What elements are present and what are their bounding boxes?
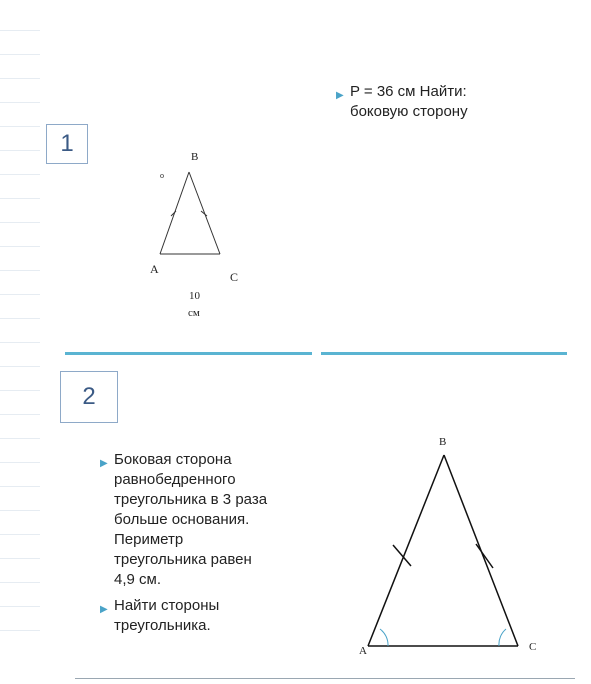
task2-label-a: A (359, 645, 367, 657)
task2-line: равнобедренного (114, 471, 236, 488)
bullet-icon: ▶ (100, 604, 108, 615)
task1-label-b: B (191, 151, 199, 163)
task2-line: треугольника. (114, 617, 211, 634)
task2-line: 4,9 см. (114, 571, 161, 588)
task2-bullet1 (100, 450, 330, 590)
task1-label-a: A (150, 262, 159, 276)
task1-corner-mark: о (160, 171, 164, 180)
task2-triangle-figure (355, 430, 555, 665)
task1-base-unit: см (188, 307, 200, 319)
task2-line: Периметр (114, 531, 184, 548)
task2-line: Найти стороны (114, 597, 220, 614)
task2-bullets (100, 450, 330, 636)
task1-number: 1 (60, 130, 74, 157)
task1-text-line1: P = 36 см Найти: (350, 83, 467, 100)
task2-line: треугольника в 3 раза (114, 491, 268, 508)
left-gridlines (0, 30, 40, 684)
task2-number-box (60, 371, 118, 423)
task2-line: Боковая сторона (114, 451, 232, 468)
task2-line: больше основания. (114, 511, 250, 528)
task1-base-length: 10 (189, 290, 200, 302)
task1-text-line2: боковую сторону (350, 103, 468, 120)
task1-label-c: C (230, 270, 239, 284)
task1-triangle-figure (140, 140, 260, 330)
task2-bullet2 (100, 596, 330, 636)
bottom-divider (75, 678, 575, 679)
task2-label-c: C (529, 641, 537, 653)
task2-label-b: B (439, 436, 447, 448)
task1-number-box (46, 124, 88, 164)
bullet-icon: ▶ (100, 458, 108, 469)
separator-right (321, 352, 567, 355)
separator-left (65, 352, 312, 355)
bullet-icon: ▶ (336, 90, 344, 101)
task2-number: 2 (82, 383, 96, 410)
task1-bullet (336, 82, 468, 122)
task2-line: треугольника равен (114, 551, 252, 568)
